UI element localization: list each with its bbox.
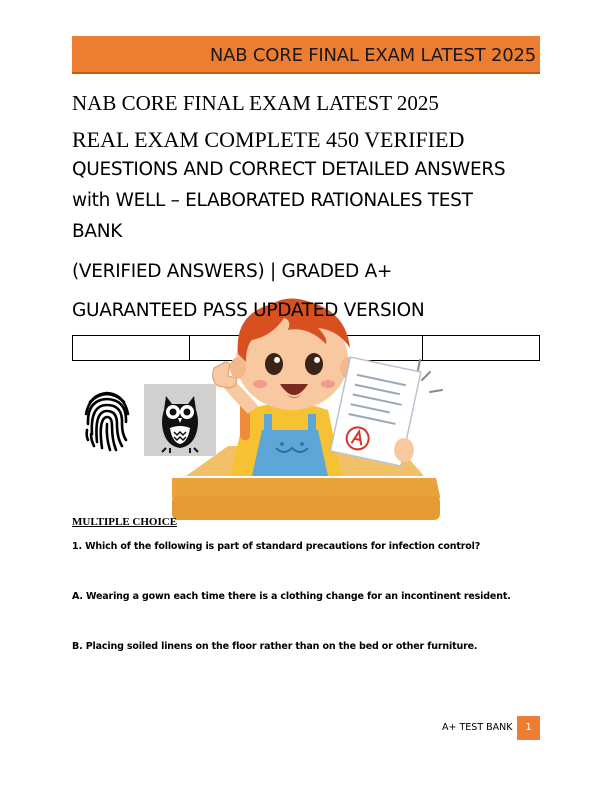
question-text: 1. Which of the following is part of standard precautions for infection control?	[72, 541, 481, 552]
title-line-2: REAL EXAM COMPLETE 450 VERIFIED	[72, 127, 465, 152]
answer-option-b: B. Placing soiled linens on the floor rather than on the bed or other furniture.	[72, 641, 478, 652]
footer-label: A+ TEST BANK	[442, 722, 513, 733]
title-line-7: GUARANTEED PASS UPDATED VERSION	[72, 300, 425, 321]
title-line-6: (VERIFIED ANSWERS) | GRADED A+	[72, 261, 393, 282]
section-heading: MULTIPLE CHOICE	[72, 516, 178, 528]
title-block	[72, 154, 542, 247]
page-number: 1	[517, 716, 540, 740]
title-line-1: NAB CORE FINAL EXAM LATEST 2025	[72, 91, 439, 115]
header-title: NAB CORE FINAL EXAM LATEST 2025	[209, 45, 536, 66]
fingerprint-icon	[82, 388, 132, 452]
title-line-3: QUESTIONS AND CORRECT DETAILED ANSWERS	[72, 159, 506, 180]
title-line-4: with WELL – ELABORATED RATIONALES TEST	[72, 190, 473, 211]
answer-option-a: A. Wearing a gown each time there is a clothing change for an incontinent resident.	[72, 591, 511, 602]
header-band	[72, 36, 540, 74]
title-line-5: BANK	[72, 221, 123, 242]
